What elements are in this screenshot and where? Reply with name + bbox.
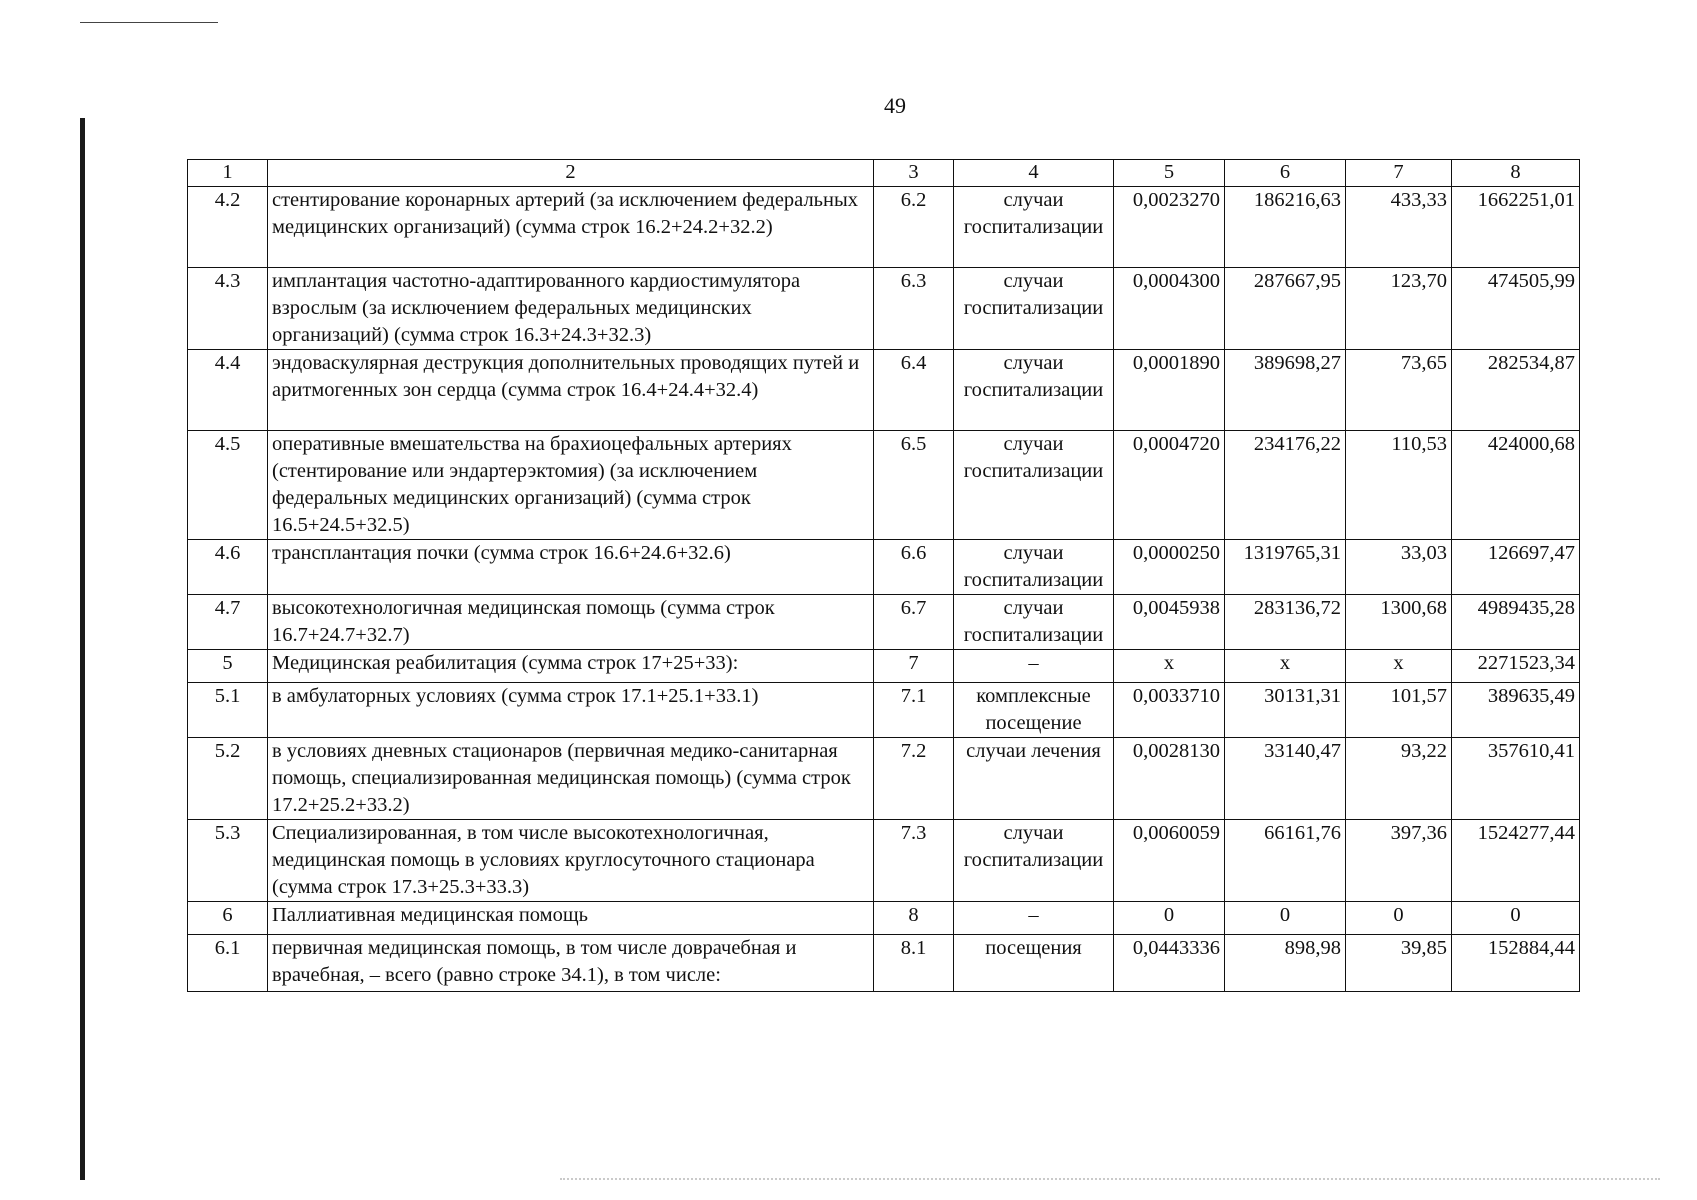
row-col7-value: 433,33: [1346, 187, 1452, 268]
row-code: 7.3: [874, 820, 954, 902]
row-description: в амбулаторных условиях (сумма строк 17.1+25.1+33.1): [268, 683, 874, 738]
row-code: 8.1: [874, 935, 954, 992]
row-code: 6.6: [874, 540, 954, 595]
row-col8-value: 2271523,34: [1452, 650, 1580, 683]
row-code: 6.3: [874, 268, 954, 350]
row-description: высокотехнологичная медицинская помощь (сумма строк 16.7+24.7+32.7): [268, 595, 874, 650]
scan-left-edge: [80, 118, 85, 1180]
row-col8-value: 389635,49: [1452, 683, 1580, 738]
row-col7-value: 93,22: [1346, 738, 1452, 820]
row-unit: случаи лечения: [954, 738, 1114, 820]
row-col6-value: 0: [1225, 902, 1346, 935]
row-number: 5.3: [188, 820, 268, 902]
table-row: [188, 540, 1580, 595]
row-code: 7.2: [874, 738, 954, 820]
table-row: [188, 738, 1580, 820]
row-unit: случаи госпитализации: [954, 187, 1114, 268]
row-col6-value: 30131,31: [1225, 683, 1346, 738]
row-code: 6.5: [874, 431, 954, 540]
row-col6-value: 283136,72: [1225, 595, 1346, 650]
row-col8-value: 424000,68: [1452, 431, 1580, 540]
col-header-6: 6: [1225, 160, 1346, 187]
row-col7-value: 110,53: [1346, 431, 1452, 540]
table-row: [188, 431, 1580, 540]
row-number: 6: [188, 902, 268, 935]
row-col8-value: 152884,44: [1452, 935, 1580, 992]
data-table: [187, 159, 1580, 992]
table-row: [188, 820, 1580, 902]
row-description: имплантация частотно-адаптированного кардиостимулятора взрослым (за исключением федеральных медицинских организаций) (сумма строк 16.3+24.3+32.3): [268, 268, 874, 350]
table-row: [188, 350, 1580, 431]
scan-bottom-artifact: [560, 1178, 1660, 1181]
row-description: трансплантация почки (сумма строк 16.6+24.6+32.6): [268, 540, 874, 595]
row-description: эндоваскулярная деструкция дополнительных проводящих путей и аритмогенных зон сердца (сумма строк 16.4+24.4+32.4): [268, 350, 874, 431]
row-unit: случаи госпитализации: [954, 431, 1114, 540]
row-col6-value: x: [1225, 650, 1346, 683]
row-col5-value: 0: [1114, 902, 1225, 935]
row-col5-value: 0,0045938: [1114, 595, 1225, 650]
row-number: 6.1: [188, 935, 268, 992]
row-unit: случаи госпитализации: [954, 820, 1114, 902]
scan-top-line: [80, 22, 218, 23]
row-col5-value: 0,0028130: [1114, 738, 1225, 820]
row-number: 4.6: [188, 540, 268, 595]
row-number: 4.5: [188, 431, 268, 540]
row-col5-value: 0,0000250: [1114, 540, 1225, 595]
row-col6-value: 898,98: [1225, 935, 1346, 992]
page-number: 49: [884, 93, 906, 118]
row-unit: –: [954, 650, 1114, 683]
row-number: 5: [188, 650, 268, 683]
row-code: 7.1: [874, 683, 954, 738]
row-col7-value: 1300,68: [1346, 595, 1452, 650]
col-header-1: 1: [188, 160, 268, 187]
row-col5-value: x: [1114, 650, 1225, 683]
row-col8-value: 0: [1452, 902, 1580, 935]
col-header-2: 2: [268, 160, 874, 187]
row-code: 6.2: [874, 187, 954, 268]
row-col6-value: 33140,47: [1225, 738, 1346, 820]
table-row: [188, 595, 1580, 650]
row-col5-value: 0,0001890: [1114, 350, 1225, 431]
row-unit: –: [954, 902, 1114, 935]
row-col8-value: 282534,87: [1452, 350, 1580, 431]
row-col7-value: 0: [1346, 902, 1452, 935]
row-col7-value: 101,57: [1346, 683, 1452, 738]
row-col7-value: 397,36: [1346, 820, 1452, 902]
row-col7-value: 33,03: [1346, 540, 1452, 595]
table-row: [188, 902, 1580, 935]
header-row: [188, 160, 1580, 187]
row-col5-value: 0,0443336: [1114, 935, 1225, 992]
row-col8-value: 1662251,01: [1452, 187, 1580, 268]
row-number: 5.2: [188, 738, 268, 820]
row-col8-value: 474505,99: [1452, 268, 1580, 350]
table-row: [188, 683, 1580, 738]
row-unit: случаи госпитализации: [954, 540, 1114, 595]
row-description: стентирование коронарных артерий (за исключением федеральных медицинских организаций) (сумма строк 16.2+24.2+32.2): [268, 187, 874, 268]
table-row: [188, 650, 1580, 683]
row-description: оперативные вмешательства на брахиоцефальных артериях (стентирование или эндартерэктомия) (за исключением федеральных медицинских организаций) (сумма строк 16.5+24.5+32.5): [268, 431, 874, 540]
row-col8-value: 126697,47: [1452, 540, 1580, 595]
row-col8-value: 4989435,28: [1452, 595, 1580, 650]
row-unit: комплексные посещение: [954, 683, 1114, 738]
row-col6-value: 66161,76: [1225, 820, 1346, 902]
row-description: Паллиативная медицинская помощь: [268, 902, 874, 935]
row-unit: случаи госпитализации: [954, 595, 1114, 650]
col-header-5: 5: [1114, 160, 1225, 187]
table-row: [188, 268, 1580, 350]
row-col5-value: 0,0033710: [1114, 683, 1225, 738]
col-header-3: 3: [874, 160, 954, 187]
table-row: [188, 935, 1580, 992]
row-col6-value: 186216,63: [1225, 187, 1346, 268]
row-number: 4.2: [188, 187, 268, 268]
row-unit: случаи госпитализации: [954, 350, 1114, 431]
row-unit: случаи госпитализации: [954, 268, 1114, 350]
row-col6-value: 389698,27: [1225, 350, 1346, 431]
row-col6-value: 287667,95: [1225, 268, 1346, 350]
row-number: 4.3: [188, 268, 268, 350]
row-code: 6.4: [874, 350, 954, 431]
row-description: Специализированная, в том числе высокотехнологичная, медицинская помощь в условиях круглосуточного стационара (сумма строк 17.3+25.3+33.3): [268, 820, 874, 902]
row-description: в условиях дневных стационаров (первичная медико-санитарная помощь, специализированная медицинская помощь) (сумма строк 17.2+25.2+33.2): [268, 738, 874, 820]
row-col8-value: 1524277,44: [1452, 820, 1580, 902]
row-code: 8: [874, 902, 954, 935]
row-col6-value: 234176,22: [1225, 431, 1346, 540]
row-description: Медицинская реабилитация (сумма строк 17+25+33):: [268, 650, 874, 683]
row-col8-value: 357610,41: [1452, 738, 1580, 820]
row-code: 7: [874, 650, 954, 683]
row-col5-value: 0,0004720: [1114, 431, 1225, 540]
row-col5-value: 0,0004300: [1114, 268, 1225, 350]
row-col7-value: x: [1346, 650, 1452, 683]
row-number: 4.7: [188, 595, 268, 650]
row-col7-value: 39,85: [1346, 935, 1452, 992]
row-col6-value: 1319765,31: [1225, 540, 1346, 595]
row-number: 5.1: [188, 683, 268, 738]
row-col5-value: 0,0060059: [1114, 820, 1225, 902]
table-row: [188, 187, 1580, 268]
row-number: 4.4: [188, 350, 268, 431]
row-col5-value: 0,0023270: [1114, 187, 1225, 268]
row-col7-value: 123,70: [1346, 268, 1452, 350]
col-header-8: 8: [1452, 160, 1580, 187]
col-header-7: 7: [1346, 160, 1452, 187]
row-col7-value: 73,65: [1346, 350, 1452, 431]
row-code: 6.7: [874, 595, 954, 650]
row-unit: посещения: [954, 935, 1114, 992]
row-description: первичная медицинская помощь, в том числе доврачебная и врачебная, – всего (равно строке 34.1), в том числе:: [268, 935, 874, 992]
col-header-4: 4: [954, 160, 1114, 187]
